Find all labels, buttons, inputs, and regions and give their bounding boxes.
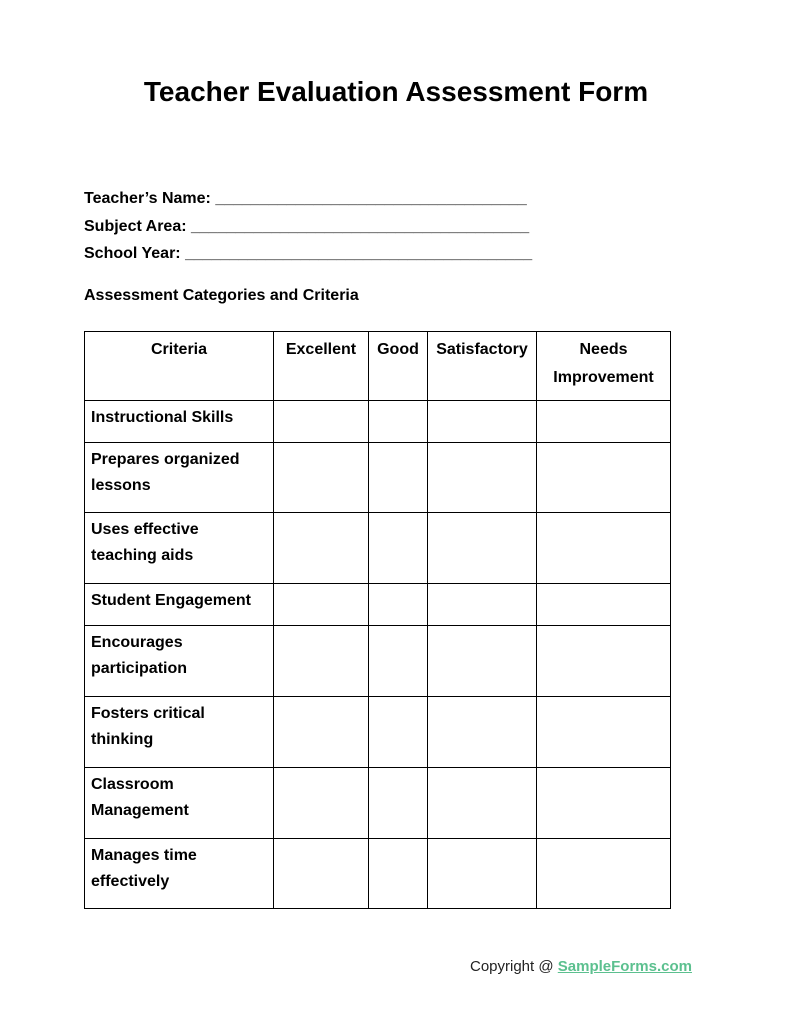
rating-cell-excellent[interactable] xyxy=(274,401,369,443)
header-criteria: Criteria xyxy=(85,332,274,401)
criteria-label: Uses effective teaching aids xyxy=(85,513,274,584)
table-row xyxy=(85,839,671,909)
subject-area-label: Subject Area: xyxy=(84,217,191,235)
table-row xyxy=(85,626,671,697)
rating-cell-good[interactable] xyxy=(369,584,428,626)
section-heading: Assessment Categories and Criteria xyxy=(84,287,359,304)
teacher-name-blank[interactable]: ___________________________________ xyxy=(215,190,527,207)
criteria-label: Manages time effectively xyxy=(85,839,274,909)
rating-cell-needs-improvement[interactable] xyxy=(537,626,671,697)
rating-cell-excellent[interactable] xyxy=(274,768,369,839)
table-row xyxy=(85,443,671,513)
school-year-field[interactable] xyxy=(84,243,532,271)
table-header-row xyxy=(85,332,671,401)
criteria-label: Prepares organized lessons xyxy=(85,443,274,513)
header-needs-improvement: Needs Improvement xyxy=(537,332,671,401)
rating-cell-satisfactory[interactable] xyxy=(428,513,537,584)
criteria-label: Instructional Skills xyxy=(85,401,274,443)
rating-cell-needs-improvement[interactable] xyxy=(537,513,671,584)
copyright-prefix: Copyright @ xyxy=(470,958,558,975)
school-year-blank[interactable]: _______________________________________ xyxy=(185,245,533,262)
teacher-name-field[interactable] xyxy=(84,188,532,216)
criteria-label: Encourages participation xyxy=(85,626,274,697)
rating-cell-good[interactable] xyxy=(369,401,428,443)
school-year-label: School Year: xyxy=(84,245,186,262)
assessment-table xyxy=(84,331,671,909)
rating-cell-needs-improvement[interactable] xyxy=(537,697,671,768)
rating-cell-excellent[interactable] xyxy=(274,584,369,626)
rating-cell-excellent[interactable] xyxy=(274,697,369,768)
rating-cell-excellent[interactable] xyxy=(274,626,369,697)
teacher-name-label: Teacher’s Name: xyxy=(84,190,216,207)
rating-cell-excellent[interactable] xyxy=(274,513,369,584)
info-fields xyxy=(84,188,532,271)
subject-area-field[interactable] xyxy=(84,216,532,244)
subject-area-blank[interactable]: ______________________________________ xyxy=(191,217,530,235)
rating-cell-satisfactory[interactable] xyxy=(428,768,537,839)
rating-cell-good[interactable] xyxy=(369,626,428,697)
rating-cell-good[interactable] xyxy=(369,768,428,839)
table-row xyxy=(85,768,671,839)
rating-cell-excellent[interactable] xyxy=(274,443,369,513)
sampleforms-link[interactable]: SampleForms.com xyxy=(557,958,692,975)
rating-cell-needs-improvement[interactable] xyxy=(537,443,671,513)
table-row xyxy=(85,697,671,768)
rating-cell-needs-improvement[interactable] xyxy=(537,839,671,909)
rating-cell-good[interactable] xyxy=(369,697,428,768)
page-title: Teacher Evaluation Assessment Form xyxy=(143,76,649,107)
header-satisfactory: Satisfactory xyxy=(428,332,537,401)
criteria-label: Student Engagement xyxy=(85,584,274,626)
copyright-notice xyxy=(470,958,692,975)
rating-cell-satisfactory[interactable] xyxy=(428,443,537,513)
table-row xyxy=(85,401,671,443)
header-good: Good xyxy=(369,332,428,401)
rating-cell-excellent[interactable] xyxy=(274,839,369,909)
rating-cell-good[interactable] xyxy=(369,839,428,909)
criteria-label: Fosters critical thinking xyxy=(85,697,274,768)
rating-cell-needs-improvement[interactable] xyxy=(537,584,671,626)
rating-cell-satisfactory[interactable] xyxy=(428,626,537,697)
table-row xyxy=(85,584,671,626)
rating-cell-needs-improvement[interactable] xyxy=(537,768,671,839)
criteria-label: Classroom Management xyxy=(85,768,274,839)
rating-cell-needs-improvement[interactable] xyxy=(537,401,671,443)
rating-cell-good[interactable] xyxy=(369,443,428,513)
table-row xyxy=(85,513,671,584)
rating-cell-good[interactable] xyxy=(369,513,428,584)
rating-cell-satisfactory[interactable] xyxy=(428,584,537,626)
rating-cell-satisfactory[interactable] xyxy=(428,839,537,909)
rating-cell-satisfactory[interactable] xyxy=(428,401,537,443)
rating-cell-satisfactory[interactable] xyxy=(428,697,537,768)
header-excellent: Excellent xyxy=(274,332,369,401)
